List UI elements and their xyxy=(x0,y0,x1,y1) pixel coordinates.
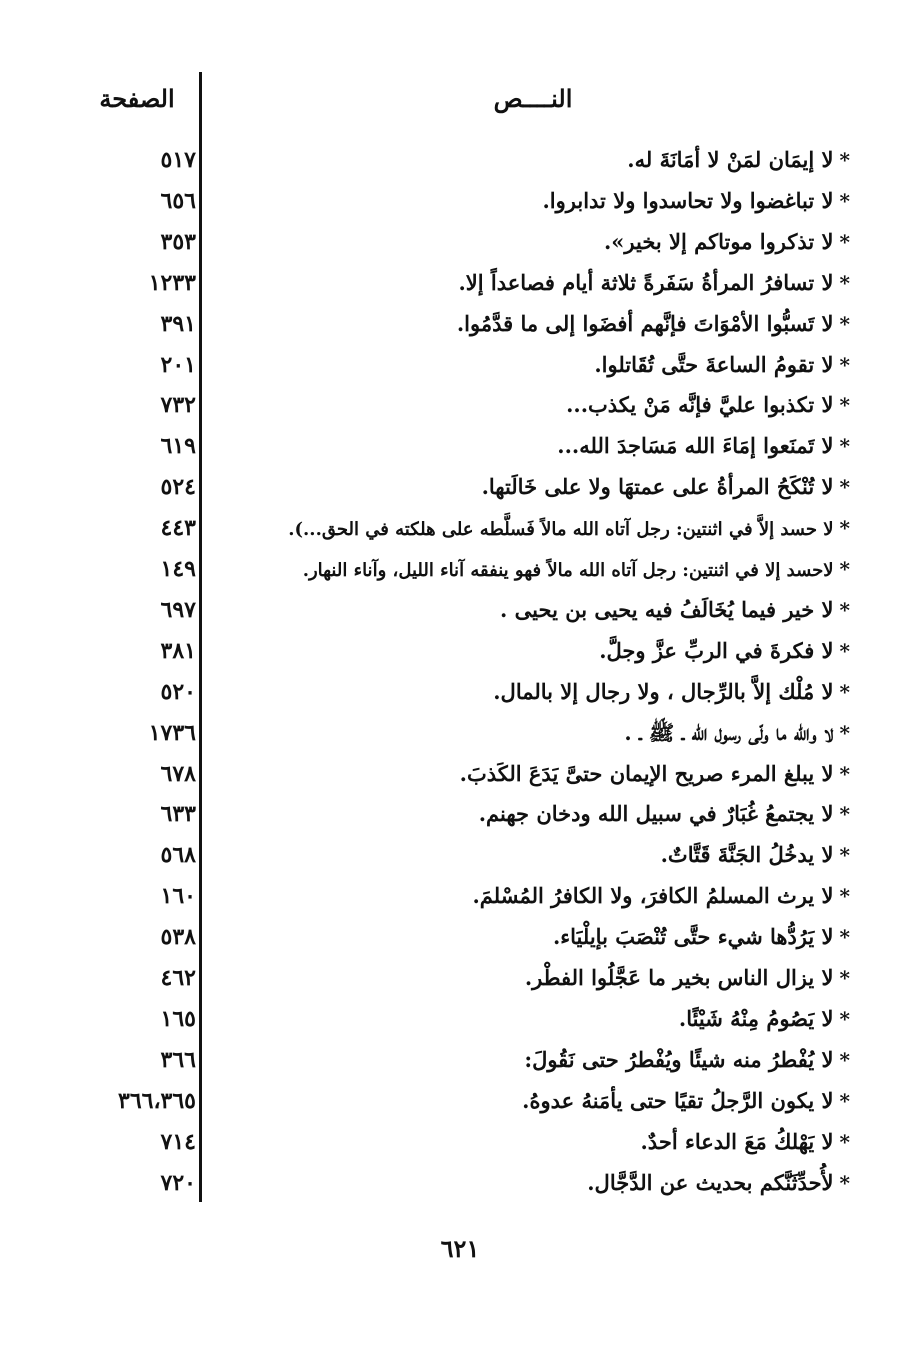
page-number: ٦٢١ xyxy=(440,1234,480,1263)
entry-page-value: ٣٥٣ xyxy=(160,229,196,255)
entry-page-number xyxy=(72,999,196,1039)
entry-text-body: لا تُنْكَحُ المرأةُ على عمتهَا ولا على خَالَتها. xyxy=(481,474,834,499)
asterisk-bullet-icon: * xyxy=(839,148,850,172)
entry-text xyxy=(214,222,850,262)
entry-text xyxy=(214,999,850,1039)
index-entry xyxy=(0,426,920,466)
entry-page-number xyxy=(72,590,196,630)
asterisk-bullet-icon: * xyxy=(839,312,850,336)
entry-text-body: لا يَرُدُّها شيء حتَّى تُنْصَبَ بإيلْيَاء. xyxy=(552,924,834,949)
entry-text-body: لا تقومُ الساعةَ حتَّى تُقَاتلوا. xyxy=(594,352,834,377)
entry-page-value: ٥٢٤ xyxy=(160,474,196,500)
index-entry xyxy=(0,835,920,875)
entry-page-value: ٦٧٨ xyxy=(160,761,196,787)
entry-page-number xyxy=(72,345,196,385)
entry-page-value: ٥١٧ xyxy=(160,147,196,173)
asterisk-bullet-icon: * xyxy=(839,393,850,417)
index-entry xyxy=(0,1081,920,1121)
entry-text xyxy=(214,672,850,712)
entry-text xyxy=(214,140,850,180)
entry-page-value: ٦٣٣ xyxy=(160,801,196,827)
index-entry xyxy=(0,140,920,180)
asterisk-bullet-icon: * xyxy=(839,557,850,581)
entry-text xyxy=(214,1122,850,1162)
entry-page-number xyxy=(72,140,196,180)
entry-text xyxy=(214,1163,850,1203)
asterisk-bullet-icon: * xyxy=(839,721,850,745)
index-entry xyxy=(0,672,920,712)
entry-text xyxy=(214,590,850,630)
index-entry xyxy=(0,222,920,262)
entry-text-body: لا تذكروا موتاكم إلا بخير». xyxy=(603,229,834,254)
entry-page-number xyxy=(72,917,196,957)
entry-page-number xyxy=(72,713,196,753)
entry-page-number xyxy=(72,467,196,507)
index-entry xyxy=(0,1122,920,1162)
entry-text xyxy=(214,549,850,589)
entry-page-value: ١٤٩ xyxy=(160,556,196,582)
entry-page-value: ٧١٤ xyxy=(160,1129,196,1155)
asterisk-bullet-icon: * xyxy=(839,516,850,540)
entry-text xyxy=(214,958,850,998)
entry-text-body: لا يجتمعُ غُبَارٌ في سبيل الله ودخان جهنم. xyxy=(478,801,834,826)
asterisk-bullet-icon: * xyxy=(839,189,850,213)
entry-text xyxy=(214,304,850,344)
entry-page-value: ٧٢٠ xyxy=(160,1170,196,1196)
entry-page-value: ١٦٥ xyxy=(160,1006,196,1032)
entry-text xyxy=(214,754,850,794)
index-entry xyxy=(0,631,920,671)
entry-page-value: ٥٦٨ xyxy=(160,842,196,868)
entry-text xyxy=(214,181,850,221)
asterisk-bullet-icon: * xyxy=(839,639,850,663)
entry-text xyxy=(214,467,850,507)
entry-page-number xyxy=(72,835,196,875)
entry-page-value: ١٦٠ xyxy=(160,883,196,909)
entry-page-number xyxy=(72,958,196,998)
asterisk-bullet-icon: * xyxy=(839,884,850,908)
entry-text xyxy=(214,631,850,671)
asterisk-bullet-icon: * xyxy=(839,1048,850,1072)
entry-text-body: لا تكذبوا عليَّ فإنَّه مَنْ يكذب... xyxy=(566,392,834,417)
index-entry xyxy=(0,999,920,1039)
entry-page-number xyxy=(72,508,196,548)
asterisk-bullet-icon: * xyxy=(839,230,850,254)
entry-page-number xyxy=(72,876,196,916)
entry-page-value: ٥٣٨ xyxy=(160,924,196,950)
index-entry xyxy=(0,1040,920,1080)
entry-text xyxy=(214,508,850,548)
entry-page-number xyxy=(72,263,196,303)
asterisk-bullet-icon: * xyxy=(839,1089,850,1113)
entry-text-body: لا مُلْك إلاَّ بالرِّجال ، ولا رجال إلا بالمال. xyxy=(493,679,834,704)
entry-page-value: ٦١٩ xyxy=(160,433,196,459)
entry-page-value: ١٧٣٦ xyxy=(148,720,196,746)
entry-text xyxy=(214,1040,850,1080)
index-entry xyxy=(0,590,920,630)
entry-page-value: ٣٨١ xyxy=(160,638,196,664)
entry-page-number xyxy=(72,672,196,712)
entry-text-body: لا يكون الرَّجلُ تقيًا حتى يأمَنهُ عدوهُ. xyxy=(522,1088,834,1113)
entry-text xyxy=(214,917,850,957)
entry-page-value: ٦٩٧ xyxy=(160,597,196,623)
entry-text xyxy=(214,835,850,875)
asterisk-bullet-icon: * xyxy=(839,925,850,949)
entry-page-number xyxy=(72,549,196,589)
index-entry xyxy=(0,794,920,834)
page-column-header: الصفحة xyxy=(99,84,175,113)
entry-page-value: ١٢٣٣ xyxy=(148,270,196,296)
asterisk-bullet-icon: * xyxy=(839,434,850,458)
asterisk-bullet-icon: * xyxy=(839,762,850,786)
entry-text-body: لأُحدِّثَنَّكم بحديث عن الدَّجَّال. xyxy=(587,1170,834,1195)
entry-text-body: لا تسافرُ المرأةُ سَفَرةً ثلاثة أيام فصاعداً إلا. xyxy=(458,270,834,295)
entry-page-value: ٧٣٢ xyxy=(160,392,196,418)
entry-text-body: لا يبلغ المرء صريح الإيمان حتىَّ يَدَعَ الكَذبَ. xyxy=(459,761,834,786)
entry-text xyxy=(214,345,850,385)
entry-page-value: ٥٢٠ xyxy=(160,679,196,705)
entry-page-number xyxy=(72,631,196,671)
entry-page-value: ٦٥٦ xyxy=(160,188,196,214)
entry-text-body: لا إيمَان لمَنْ لا أمَانَةَ له. xyxy=(627,147,834,172)
index-entry xyxy=(0,467,920,507)
index-entry xyxy=(0,549,920,589)
entry-page-number xyxy=(72,1163,196,1203)
entry-text-body: لا يدخُلُ الجَنَّةَ قَتَّاتٌ. xyxy=(660,842,834,867)
index-entry xyxy=(0,754,920,794)
entry-page-number xyxy=(72,1040,196,1080)
asterisk-bullet-icon: * xyxy=(839,271,850,295)
entry-text-body: لا يَصُومُ مِنْهُ شَيْئًا. xyxy=(678,1006,834,1031)
entry-text-body: لا فكرةَ في الربِّ عزَّ وجلَّ. xyxy=(599,638,834,663)
asterisk-bullet-icon: * xyxy=(839,966,850,990)
entry-text xyxy=(214,794,850,834)
entry-page-number xyxy=(72,222,196,262)
text-column-header: النــــص xyxy=(493,84,573,113)
index-entry xyxy=(0,1163,920,1203)
index-entry xyxy=(0,263,920,303)
entry-text xyxy=(214,263,850,303)
entry-page-number xyxy=(72,304,196,344)
index-entry xyxy=(0,181,920,221)
index-entry xyxy=(0,713,920,753)
entry-text-body: لا يزال الناس بخير ما عَجَّلُوا الفطْر. xyxy=(524,965,834,990)
index-entry xyxy=(0,876,920,916)
asterisk-bullet-icon: * xyxy=(839,598,850,622)
asterisk-bullet-icon: * xyxy=(839,1130,850,1154)
entry-text-body: لاحسد إلا في اثنتين: رجل آتاه الله مالاً فهو ينفقه آناء الليل، وآناء النهار. xyxy=(302,560,834,581)
entry-text-body: لا تباغضوا ولا تحاسدوا ولا تدابروا. xyxy=(542,188,834,213)
asterisk-bullet-icon: * xyxy=(839,1171,850,1195)
entry-page-value: ٤٦٢ xyxy=(160,965,196,991)
index-entry xyxy=(0,345,920,385)
entry-page-number xyxy=(72,426,196,466)
index-entry xyxy=(0,304,920,344)
index-entry xyxy=(0,508,920,548)
entry-text-body: لا يَهْلكُ مَعَ الدعاء أحدٌ. xyxy=(640,1129,834,1154)
index-entry xyxy=(0,917,920,957)
entry-text-body: لا حسد إلاَّ في اثنتين: رجل آتاه الله مالاً فَسلَّطه على هلكته في الحق...). xyxy=(288,519,834,540)
entry-text-body: لا تَسبُّوا الأمْوَاتَ فإنَّهم أفضَوا إلى ما قدَّمُوا. xyxy=(456,311,834,336)
entry-page-value: ٤٤٣ xyxy=(160,515,196,541)
asterisk-bullet-icon: * xyxy=(839,843,850,867)
asterisk-bullet-icon: * xyxy=(839,353,850,377)
entry-page-number xyxy=(72,754,196,794)
entry-text-body: لا والله ما ولّى رسول الله ـ ﷺ ـ . xyxy=(624,720,834,745)
entry-page-number xyxy=(72,385,196,425)
entry-text-body: لا تَمنَعوا إمَاءَ الله مَسَاجدَ الله... xyxy=(557,433,834,458)
asterisk-bullet-icon: * xyxy=(839,1007,850,1031)
entry-text-body: لا يرث المسلمُ الكافرَ، ولا الكافرُ المُسْلمَ. xyxy=(472,883,834,908)
entry-text-body: لا خير فيما يُخَالَفُ فيه يحيى بن يحيى . xyxy=(500,597,834,622)
entry-page-value: ٣٦٦ xyxy=(160,1047,196,1073)
asterisk-bullet-icon: * xyxy=(839,802,850,826)
entry-page-value: ٣٦٦،٣٦٥ xyxy=(118,1088,196,1114)
entry-page-number xyxy=(72,1122,196,1162)
entry-page-value: ٢٠١ xyxy=(160,352,196,378)
asterisk-bullet-icon: * xyxy=(839,475,850,499)
entry-text xyxy=(214,1081,850,1121)
entry-page-number xyxy=(72,794,196,834)
entry-text xyxy=(214,385,850,425)
index-entry xyxy=(0,385,920,425)
entry-text-body: لا يُفْطرُ منه شيئًا ويُفْطرُ حتى نَقُولَ: xyxy=(524,1047,834,1072)
entry-page-number xyxy=(72,1081,196,1121)
entry-page-value: ٣٩١ xyxy=(160,311,196,337)
entry-text xyxy=(214,713,850,753)
entry-page-number xyxy=(72,181,196,221)
entry-text xyxy=(214,876,850,916)
asterisk-bullet-icon: * xyxy=(839,680,850,704)
entry-text xyxy=(214,426,850,466)
index-entry xyxy=(0,958,920,998)
